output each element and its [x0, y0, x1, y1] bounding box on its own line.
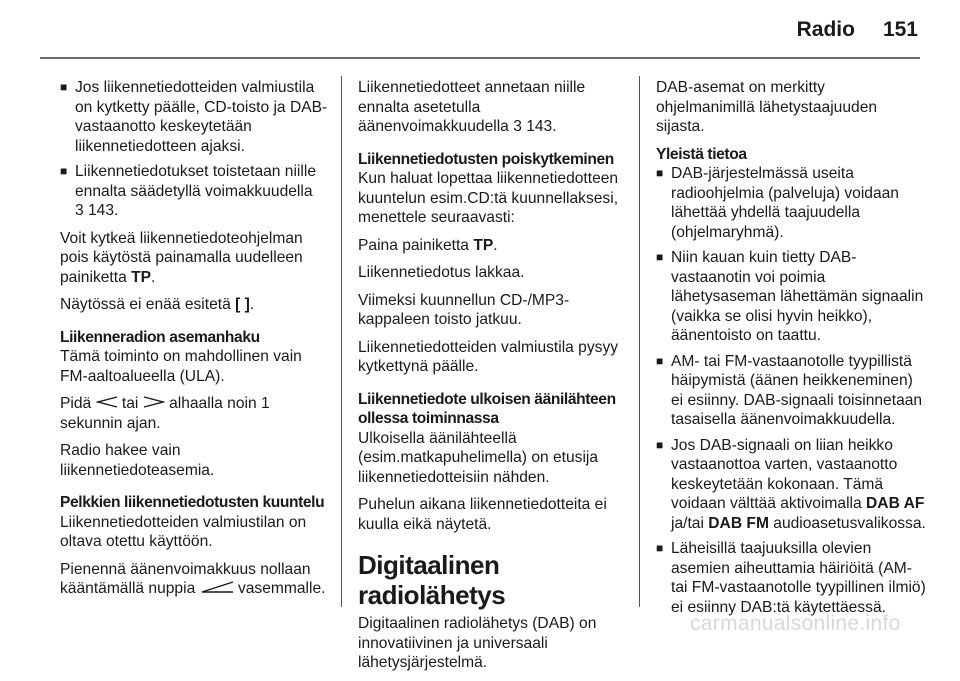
paragraph: Radio hakee vain liikennetiedoteasemia. — [60, 442, 215, 479]
header-rule — [40, 57, 920, 59]
section-heading: Liikenneradion asemanhaku — [60, 328, 260, 346]
column-divider — [639, 76, 640, 607]
list-item: ■ Läheisillä taajuuksilla olevien asemien aiheuttamia häiriöitä (AM- tai FM-vastaanotolle tyypillinen ilmiö) ei esiinny DAB:tä käytettäessä. — [656, 539, 928, 617]
paragraph: Liikennetiedotteiden valmiustila pysyy kytkettynä päälle. — [358, 338, 619, 375]
list-item: ■ DAB-järjestelmässä useita radioohjelmia (palveluja) voidaan lähettää yhdellä taajuudella (ohjelmaryhmä). — [656, 164, 928, 242]
list-item: ■ AM- tai FM-vastaanotolle tyypillistä häipymistä (äänen heikkeneminen) ei esiinny. DAB-signaali toisinnetaan tasaisella äänenvoimakkuudella. — [656, 352, 928, 430]
paragraph: Kun haluat lopettaa liikennetiedotteen kuuntelun esim.CD:tä kuunnellaksesi, menettele seuraavasti: — [358, 170, 619, 226]
bullet-list — [60, 78, 332, 221]
paragraph: Ulkoisella äänilähteellä (esim.matkapuhelimella) on etusija liikennetiedotteisiin nähden. — [358, 429, 599, 486]
list-item: ■ Liikennetiedotukset toistetaan niille ennalta säädetyllä voimakkuudella 3 143. — [60, 162, 332, 221]
paragraph: Näytössä ei enää esitetä [ ]. — [60, 296, 255, 313]
paragraph: Pidä tai alhaalla noin 1 sekunnin ajan. — [60, 395, 270, 432]
seek-right-icon — [143, 395, 165, 412]
paragraph: Liikennetiedotteiden valmiustilan on oltava otettu käyttöön. — [60, 513, 307, 550]
page-header — [769, 18, 918, 42]
seek-left-icon — [96, 395, 118, 412]
paragraph: Puhelun aikana liikennetiedotteita ei kuulla eikä näytetä. — [358, 496, 607, 533]
list-item: ■ Niin kauan kuin tietty DAB-vastaanotin voi poimia lähetysaseman lähettämän signaalin (vaikka se olisi hyvin heikko), äänentoisto on taattu. — [656, 248, 928, 346]
list-item: ■ Jos DAB-signaali on liian heikko vastaanottoa varten, vastaanotto keskeytetään kokonaan. Tämä voidaan välttää aktivoimalla DAB AF ja/tai DAB FM audioasetusvalikossa. — [656, 436, 928, 534]
section-title: Radio — [796, 18, 855, 41]
column-1 — [60, 78, 332, 607]
column-divider — [341, 76, 342, 607]
volume-knob-icon — [200, 580, 234, 597]
paragraph: Liikennetiedotteet annetaan niille ennalta asetetulla äänenvoimakkuudella 3 143. — [358, 79, 586, 135]
paragraph: Viimeksi kuunnellun CD-/MP3-kappaleen toisto jatkuu. — [358, 291, 570, 328]
paragraph: Tämä toiminto on mahdollinen vain FM-aaltoalueella (ULA). — [60, 348, 302, 385]
paragraph: Voit kytkeä liikennetiedoteohjelman pois käytöstä painamalla uudelleen painiketta TP. — [60, 229, 303, 286]
paragraph: DAB-asemat on merkitty ohjelmanimillä lähetystaajuuden sijasta. — [656, 79, 878, 135]
paragraph: Paina painiketta TP. — [358, 236, 498, 254]
section-heading: Pelkkien liikennetiedotusten kuuntelu — [60, 494, 325, 511]
column-2 — [358, 78, 626, 681]
list-item: ■ Jos liikennetiedotteiden valmiustila on kytketty päälle, CD-toisto ja DAB-vastaanotto keskeytetään liikennetiedotteen ajaksi. — [60, 78, 332, 156]
tp-key: TP — [473, 236, 494, 254]
chapter-heading: Digitaalinen radiolähetys — [358, 550, 506, 610]
paragraph: Liikennetiedotus lakkaa. — [358, 264, 525, 281]
paragraph: Pienennä äänenvoimakkuus nollaan kääntämällä nuppia vasemmalle. — [60, 560, 326, 597]
column-3 — [656, 78, 928, 625]
tp-key: TP — [131, 268, 152, 286]
section-heading: Liikennetiedote ulkoisen äänilähteen ollessa toiminnassa — [358, 390, 616, 427]
section-heading: Yleistä tietoa — [656, 145, 747, 163]
page-reference: 3 143. — [513, 118, 557, 135]
paragraph: Digitaalinen radiolähetys (DAB) on innovatiivinen ja universaali lähetysjärjestelmä. — [358, 615, 597, 671]
section-heading: Liikennetiedotusten poiskytkeminen — [358, 150, 614, 168]
bracket-symbol: [ ] — [235, 296, 250, 313]
page-reference: 3 143. — [75, 202, 119, 219]
watermark: carmanualsonline.info — [690, 612, 901, 635]
page-number: 151 — [882, 18, 918, 41]
bullet-list — [656, 164, 928, 617]
